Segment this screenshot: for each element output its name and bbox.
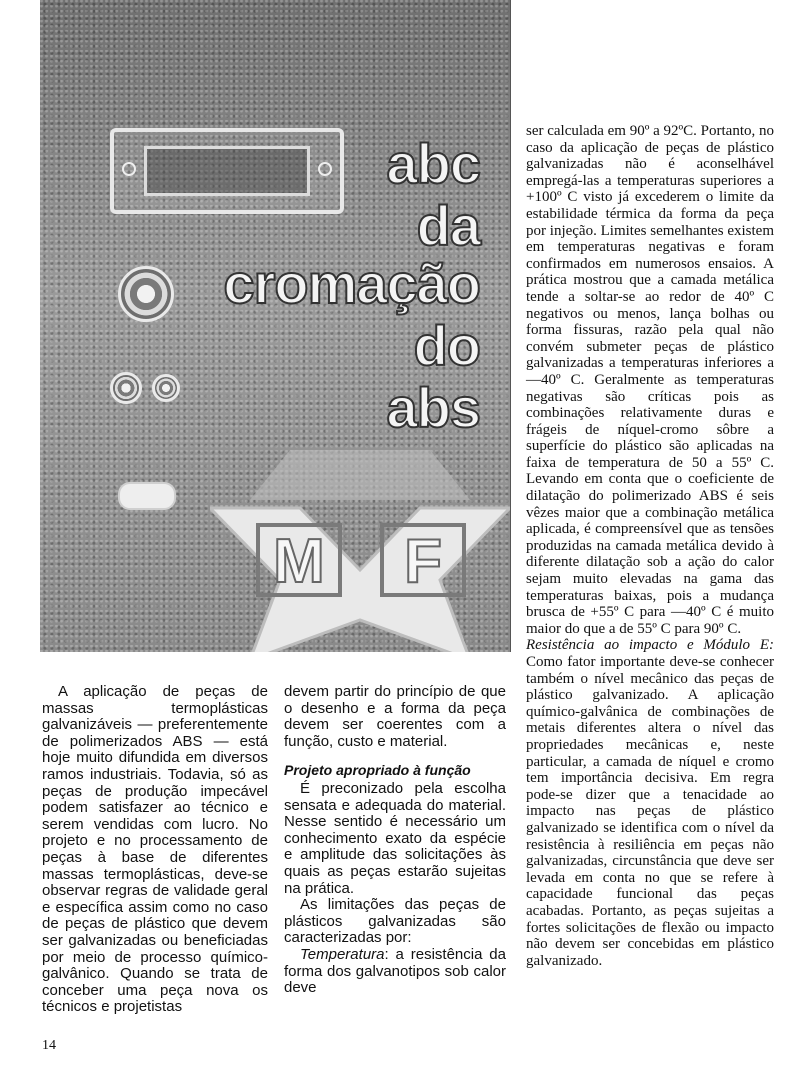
col2-paragraph-2: É preconizado pela escolha sensata e adequada do material. Nesse sentido é necessário um conhecimento exato da espécie e amplitude das solicitações às quais as peças estarão sujeitas na prática. <box>284 779 506 897</box>
knob-small-right-illustration <box>152 374 180 402</box>
page-number: 14 <box>42 1038 56 1053</box>
section-heading: Projeto apropriado à função <box>284 762 471 779</box>
temperature-text: : a resistência da forma dos galvanotipos sob calor deve <box>284 945 506 997</box>
cover-photo <box>40 0 511 652</box>
plate-hole-right <box>318 162 332 176</box>
col2-paragraph-3: As limitações das peças de plásticos galvanizadas são caracterizadas por: <box>284 896 506 947</box>
plate-hole-left <box>122 162 136 176</box>
col3-paragraph-2 <box>526 637 774 969</box>
title-line-1: abc <box>386 132 480 195</box>
impact-label: Resistência ao impacto e Módulo E: <box>526 637 774 654</box>
column-3 <box>526 123 774 969</box>
knob-small-left-illustration <box>110 372 142 404</box>
col2-paragraph-4 <box>284 947 506 997</box>
logo-letter-f: F <box>404 527 442 596</box>
title-line-5: abs <box>386 376 480 439</box>
chrome-pill-illustration <box>118 482 176 510</box>
title-line-4: do <box>413 314 480 377</box>
title-line-2: da <box>416 194 480 257</box>
plate-window <box>144 146 310 196</box>
mf-logo-illustration <box>210 430 510 652</box>
knob-large-illustration <box>118 266 174 322</box>
col1-paragraph-1: A aplicação de peças de massas termoplásticas galvanizáveis — preferentemente de polimerizados ABS — está hoje muito difundida em diversos ramos industriais. Todavia, só as peças de produção impecável podem satisfazer ao técnico e serem vendidas com lucro. No projeto e no processamento de peças à base de diferentes massas termoplásticas, deve-se observar regras de validade geral e específica assim como no caso de peças de plástico que devem ser galvanizadas ou beneficiadas por meio de processo químico-galvânico. Quando se trata de conceber uma peça nova os técnicos e projetistas <box>42 683 268 1016</box>
logo-letter-m: M <box>273 527 325 596</box>
col3-paragraph-1: ser calculada em 90º a 92ºC. Portanto, no caso da aplicação de peças de plástico galvanizadas não é aconselhável empregá-las a temperaturas superiores a +100º C visto já excederem o limite da estabilidade térmica da forma da peça por injeção. Limites semelhantes existem em temperaturas negativas e foram confirmados em numerosos ensaios. A prática mostrou que a camada metálica tende a soltar-se ao redor de 40º C negativos ou menos, lança bolhas ou forma fissuras, razão pela qual não convém submeter peças de plástico galvanizadas a temperaturas inferiores a —40º C. Geralmente as temperaturas negativas são críticas pois as combinações relativamente duras e frágeis de níquel-cromo sôbre a superfície do plástico são aplicadas na faixa de temperatura de 50 a 55º C. Levando em conta que o coeficiente de dilatação do polimerizado ABS é seis vêzes maior que a combinação metálica aplicada, é compreensível que as tensões produzidas na camada metálica devido à diferente dilatação sob a ação do calor sejam muito elevadas na gama das temperaturas baixas, pois a mudança brusca de +55º C para —40º C é muito maior do que a de 55º C para 90º C. <box>526 123 774 637</box>
col2-paragraph-1: devem partir do princípio de que o desenho e a forma da peça devem ser coerentes com a função, custo e material. <box>284 683 506 750</box>
temperature-label: Temperatura <box>300 945 385 963</box>
chrome-plate-illustration <box>110 128 344 214</box>
impact-text: Como fator importante deve-se conhecer também o nível mecânico das peças de plástico galvanizado. A aplicação químico-galvânica de combinações de metais diferentes altera o nível das propriedades mecânicas e, neste particular, a camada de níquel e cromo tem importância decisiva. Em regra pode-se dizer que a tenacidade ao impacto nas peças de plástico galvanizado se identifica com o nível da resistência à resiliência em peças não galvanizadas, circunstância que deve ser levada em conta no que se refere à capacidade funcional das peças acabadas. Portanto, as peças sujeitas a fortes solicitações de flexão ou impacto não devem ser concebidas em plástico galvanizado. <box>526 654 774 969</box>
column-1 <box>42 684 268 1016</box>
column-2 <box>284 684 506 997</box>
title-line-3: cromação <box>223 252 480 315</box>
